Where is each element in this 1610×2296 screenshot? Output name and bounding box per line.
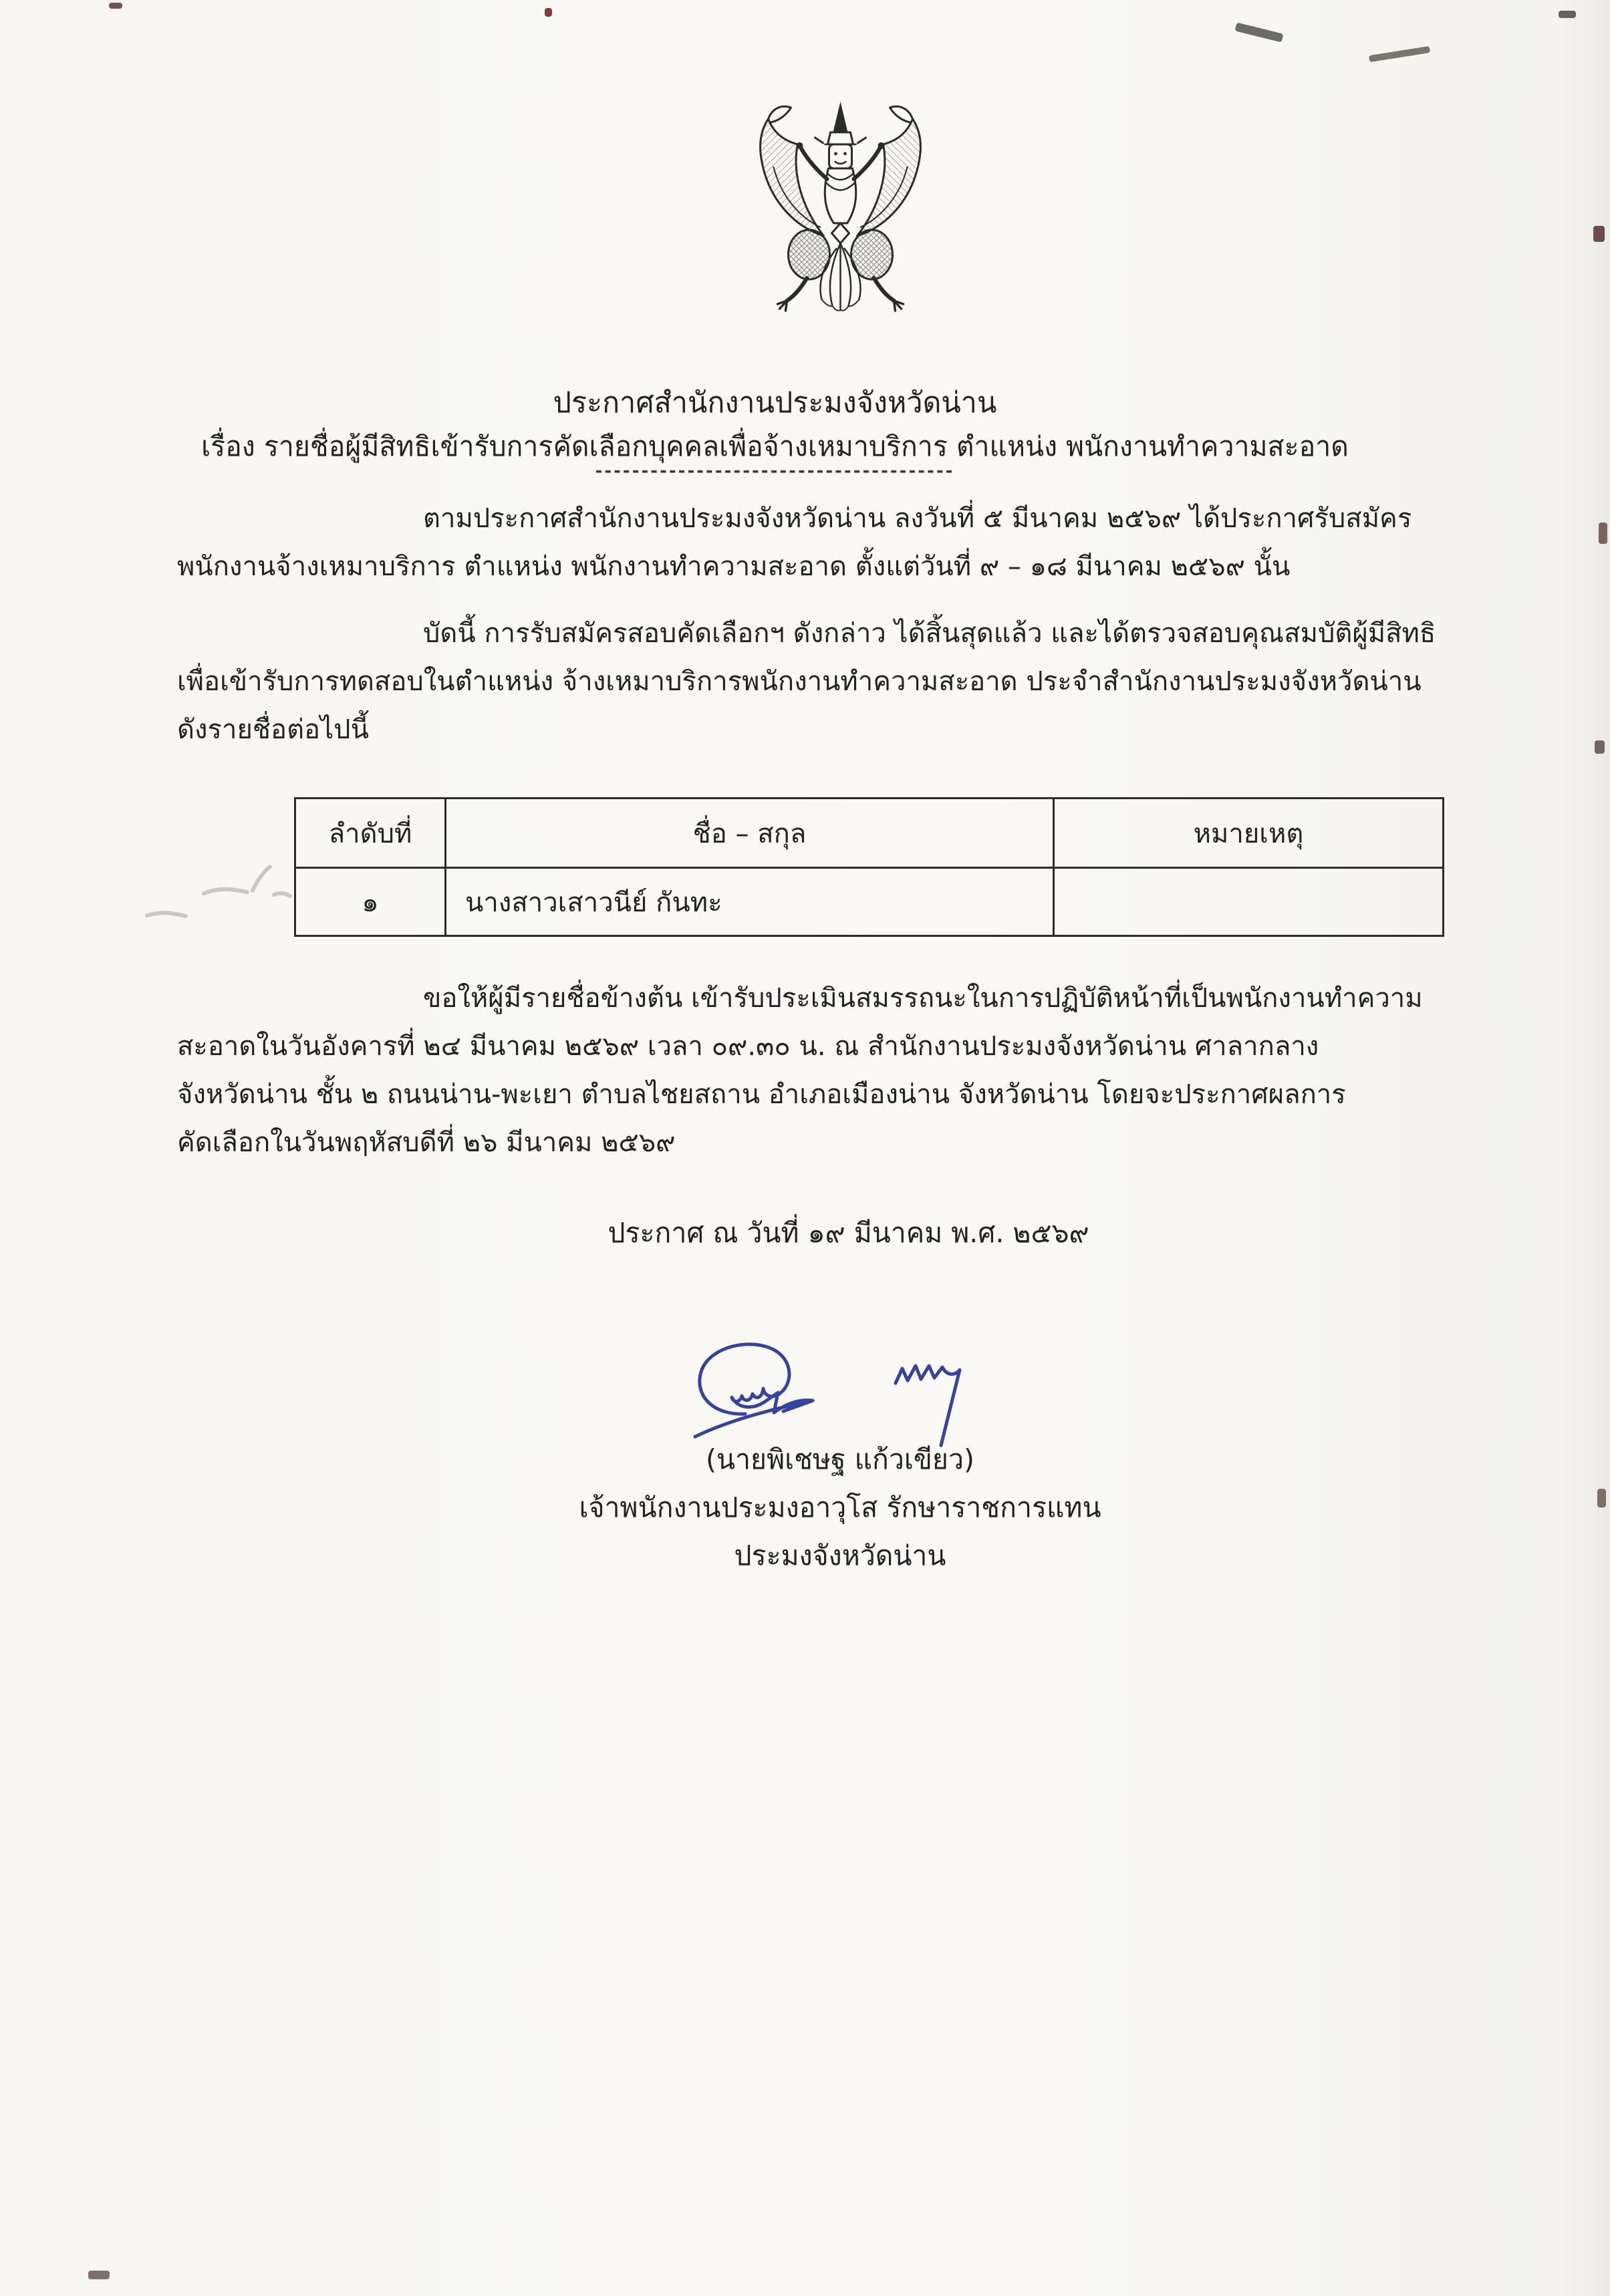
signer-name: (นายพิเชษฐ แก้วเขียว): [706, 1443, 974, 1475]
scan-artifact: [1599, 523, 1607, 544]
paragraph-line: บัดนี้ การรับสมัครสอบคัดเลือกฯ ดังกล่าว ได้สิ้นสุดแล้ว และได้ตรวจสอบคุณสมบัติผู้มีสิทธิ: [423, 618, 1436, 649]
table-row: [295, 868, 1444, 936]
document-subject: เรื่อง รายชื่อผู้มีสิทธิเข้ารับการคัดเลือกบุคคลเพื่อจ้างเหมาบริการ ตำแหน่ง พนักงานทำความสะอาด: [201, 430, 1349, 462]
dashed-divider: ---------------------------------------: [595, 461, 955, 481]
paragraph-line: ขอให้ผู้มีรายชื่อข้างต้น เข้ารับประเมินสมรรถนะในการปฏิบัติหน้าที่เป็นพนักงานทำความ: [423, 983, 1423, 1014]
table-header-row: [295, 799, 1444, 868]
scan-artifact: [1369, 46, 1430, 62]
col-header-name: ชื่อ – สกุล: [446, 799, 1054, 868]
document-title: ประกาศสำนักงานประมงจังหวัดน่าน: [553, 386, 997, 420]
col-header-number: ลำดับที่: [295, 799, 446, 868]
cell-number: ๑: [295, 868, 446, 936]
paragraph-2: [177, 609, 1504, 754]
scan-artifact: [1234, 22, 1283, 42]
paragraph-line: ตามประกาศสำนักงานประมงจังหวัดน่าน ลงวันที่ ๕ มีนาคม ๒๕๖๙ ได้ประกาศรับสมัคร: [423, 503, 1412, 534]
scan-artifact: [1593, 226, 1605, 242]
paragraph-line: ดังรายชื่อต่อไปนี้: [177, 714, 369, 745]
scan-artifact: [1559, 11, 1576, 18]
cell-name: นางสาวเสาวนีย์ กันทะ: [446, 868, 1054, 936]
scan-artifact: [545, 8, 552, 17]
applicant-table: [294, 797, 1444, 937]
paragraph-line: จังหวัดน่าน ชั้น ๒ ถนนน่าน-พะเยา ตำบลไชยสถาน อำเภอเมืองน่าน จังหวัดน่าน โดยจะประกาศผลการ: [177, 1079, 1346, 1110]
paragraph-3: [177, 974, 1504, 1167]
paragraph-1: [177, 494, 1504, 591]
garuda-emblem-icon: [739, 99, 942, 314]
col-header-note: หมายเหตุ: [1054, 799, 1444, 868]
signer-organization: ประมงจังหวัดน่าน: [734, 1540, 946, 1572]
announcement-date: ประกาศ ณ วันที่ ๑๙ มีนาคม พ.ศ. ๒๕๖๙: [608, 1217, 1089, 1249]
paragraph-line: คัดเลือกในวันพฤหัสบดีที่ ๒๖ มีนาคม ๒๕๖๙: [177, 1127, 676, 1158]
cell-note: [1054, 868, 1444, 936]
signer-position: เจ้าพนักงานประมงอาวุโส รักษาราชการแทน: [579, 1491, 1101, 1524]
paragraph-line: พนักงานจ้างเหมาบริการ ตำแหน่ง พนักงานทำความสะอาด ตั้งแต่วันที่ ๙ – ๑๘ มีนาคม ๒๕๖๙ นั้น: [177, 551, 1291, 582]
scan-artifact: [88, 2271, 110, 2279]
scan-artifact: [1595, 740, 1605, 754]
scan-smudge: [134, 852, 307, 946]
paragraph-line: เพื่อเข้ารับการทดสอบในตำแหน่ง จ้างเหมาบริการพนักงานทำความสะอาด ประจำสำนักงานประมงจังหวัดน่าน: [177, 666, 1422, 697]
signature-ink: [682, 1335, 1046, 1449]
paragraph-line: สะอาดในวันอังคารที่ ๒๔ มีนาคม ๒๕๖๙ เวลา ๐๙.๓๐ น. ณ สำนักงานประมงจังหวัดน่าน ศาลากลาง: [177, 1031, 1319, 1062]
scan-artifact: [109, 3, 122, 9]
